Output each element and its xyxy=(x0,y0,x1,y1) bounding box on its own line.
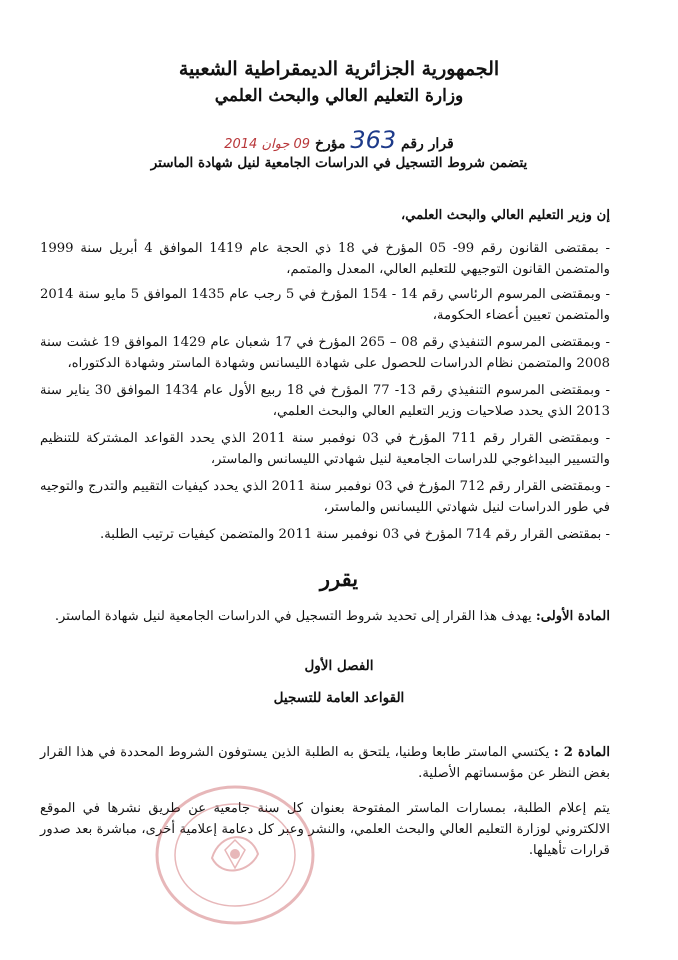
chapter-title: القواعد العامة للتسجيل xyxy=(273,690,405,706)
visa-item: - وبمقتضى القرار رقم 711 المؤرخ في 03 نوفمبر سنة 2011 الذي يحدد القواعد المشتركة للتنظيم والتسيير البيداغوجي للدراسات الجامعية لنيل شهادتي الليسانس والماستر، xyxy=(40,431,611,467)
visa-item: - وبمقتضى المرسوم التنفيذي رقم 13- 77 المؤرخ في 18 ربيع الأول عام 1434 الموافق 30 يناير سنة 2013 الذي يحدد صلاحيات وزير التعليم العالي والبحث العلمي، xyxy=(40,383,610,419)
visa-item: - وبمقتضى المرسوم التنفيذي رقم 08 – 265 المؤرخ في 17 شعبان عام 1429 الموافق 19 غشت سنة 2008 والمتضمن نظام الدراسات للحصول على شهادة الليسانس وشهادة الماستر وشهادة الدكتوراه، xyxy=(40,335,611,371)
article-1-text: يهدف هذا القرار إلى تحديد شروط التسجيل في الدراسات الجامعية لنيل شهادة الماستر. xyxy=(54,609,532,624)
article-2-text: يكتسي الماستر طابعا وطنيا، يلتحق به الطلبة الذين يستوفون الشروط المحددة في هذا القرار بغض النظر عن مؤسساتهم الأصلية. xyxy=(40,745,610,781)
decision-prefix: قرار رقم xyxy=(401,136,454,152)
article-1 xyxy=(40,606,610,627)
decides-heading: يقرر xyxy=(319,566,359,591)
article-2-label: المادة 2 : xyxy=(553,745,610,760)
decision-number: 363 xyxy=(350,126,397,154)
decision-line xyxy=(0,126,678,154)
decision-subject: يتضمن شروط التسجيل في الدراسات الجامعية لنيل شهادة الماستر xyxy=(150,155,528,171)
visa-item: - بمقتضى القرار رقم 714 المؤرخ في 03 نوفمبر سنة 2011 والمتضمن كيفيات ترتيب الطلبة. xyxy=(100,527,610,542)
article-2 xyxy=(40,742,610,784)
dated-word: مؤرخ xyxy=(314,136,346,152)
minister-line: إن وزير التعليم العالي والبحث العلمي، xyxy=(401,208,610,223)
visa-item: - وبمقتضى المرسوم الرئاسي رقم 14 - 154 المؤرخ في 5 رجب عام 1435 الموافق 5 مايو سنة 2014 والمتضمن تعيين أعضاء الحكومة، xyxy=(40,287,611,323)
visa-item: - بمقتضى القانون رقم 99- 05 المؤرخ في 18 ذي الحجة عام 1419 الموافق 4 أبريل سنة 1999 والمتضمن القانون التوجيهي للتعليم العالي، المعدل والمتمم، xyxy=(40,241,611,277)
chapter-number: الفصل الأول xyxy=(304,658,374,674)
republic-title: الجمهورية الجزائرية الديمقراطية الشعبية xyxy=(178,58,500,80)
decision-date: 09 جوان 2014 xyxy=(224,137,311,152)
visa-item: - وبمقتضى القرار رقم 712 المؤرخ في 03 نوفمبر سنة 2011 الذي يحدد كيفيات التقييم والتدرج والتوجيه في طور الدراسات لنيل شهادتي الليسانس والماستر، xyxy=(40,479,611,515)
article-1-label: المادة الأولى: xyxy=(535,609,610,624)
official-stamp-seal xyxy=(150,780,320,930)
ministry-title: وزارة التعليم العالي والبحث العلمي xyxy=(214,86,464,106)
article-2-paragraph-2: يتم إعلام الطلبة، بمسارات الماستر المفتوحة بعنوان كل سنة جامعية عن طريق نشرها في الموقع الالكتروني لوزارة التعليم العالي والبحث العلمي، والنشر وعبر كل دعامة إعلامية أخرى، مباشرة بعد صدور قرارات تأهيلها. xyxy=(40,801,610,858)
